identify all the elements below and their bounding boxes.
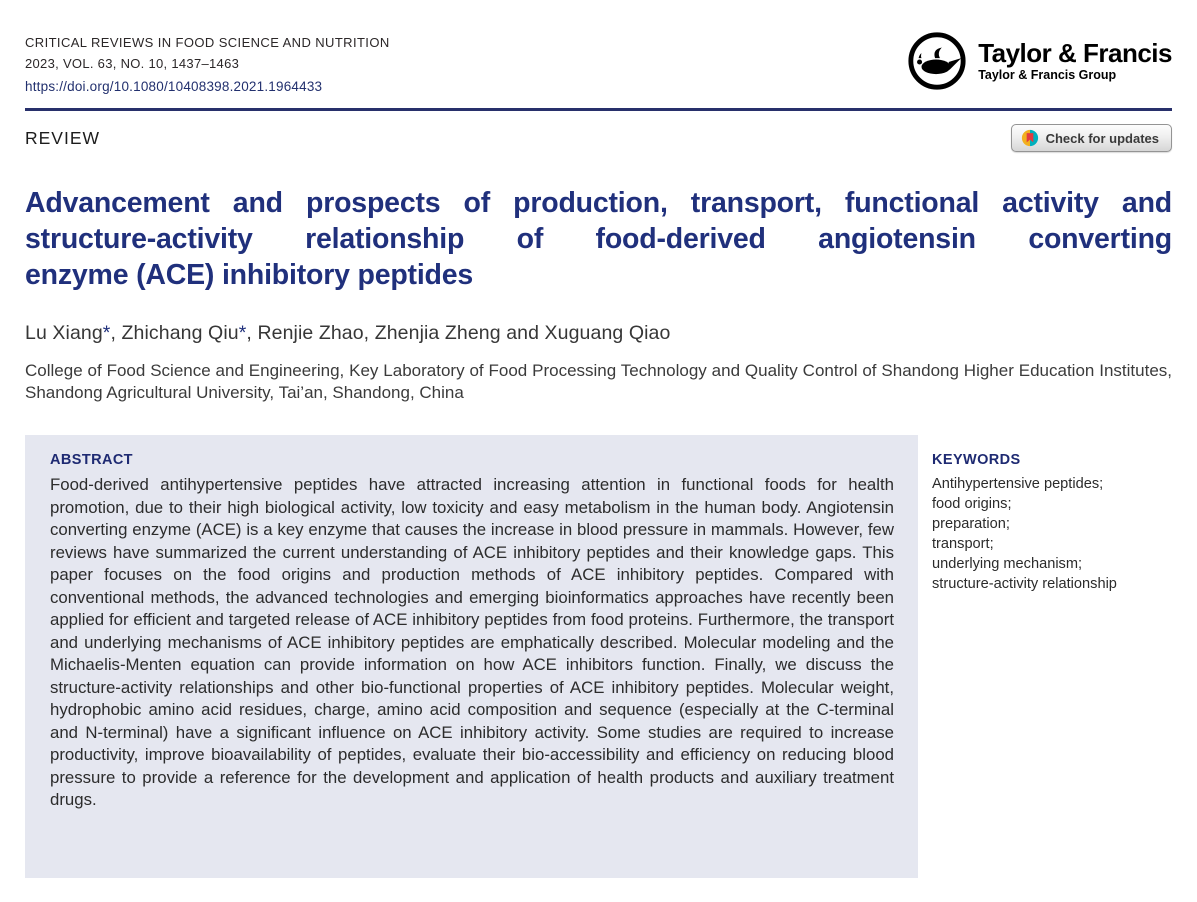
- abstract-keywords-row: [25, 435, 1172, 878]
- taylor-francis-lamp-icon: [906, 30, 968, 92]
- keywords-heading: KEYWORDS: [932, 452, 1021, 468]
- header-divider: [25, 108, 1172, 111]
- abstract-box: [25, 435, 918, 878]
- article-title-line: enzyme (ACE) inhibitory peptides: [25, 259, 474, 291]
- abstract-text: Food-derived antihypertensive peptides have attracted increasing attention in functional foods for health promotion, due to their high biological activity, low toxicity and easy metabolism in the human body. Angiotensin converting enzyme (ACE) is a key enzyme that causes the increase in blood pressure in mammals. However, few reviews have summarized the current understanding of ACE inhibitory peptides and their knowledge gaps. This paper focuses on the food origins and production methods of ACE inhibitory peptides. Compared with conventional methods, the advanced technologies and emerging bioinformatics approaches have recently been applied for efficient and targeted release of ACE inhibitory peptides from food proteins. Furthermore, the transport and underlying mechanisms of ACE inhibitory peptides are emphatically described. Molecular modeling and the Michaelis-Menten equation can provide information on how ACE inhibitors function. Finally, we discuss the structure-activity relationships and other bio-functional properties of ACE inhibitory peptides. Molecular weight, hydrophobic amino acid residues, charge, amino acid composition and sequence (especially at the C-terminal and N-terminal) have a significant influence on ACE inhibitory activity. Some studies are required to increase productivity, improve bioavailability of peptides, evaluate their bio-accessibility and efficiency on reducing blood pressure to provide a reference for the development and application of health products and auxiliary treatment drugs.: [50, 475, 894, 809]
- keywords-list: [932, 474, 1172, 594]
- keyword-item: Antihypertensive peptides;: [932, 476, 1104, 492]
- abstract-heading: ABSTRACT: [50, 452, 133, 468]
- page-header: [25, 33, 1172, 97]
- check-for-updates-label: Check for updates: [1045, 130, 1159, 146]
- article-title-line: structure-activity relationship of food-derived angiotensin converting: [25, 223, 1172, 255]
- article-title-line: Advancement and prospects of production, transport, functional activity and: [25, 187, 1172, 219]
- article-type-row: [25, 124, 1172, 152]
- author-name: , Zhichang Qiu*: [110, 322, 247, 344]
- author-footnote-mark: *: [238, 322, 247, 344]
- keywords-section: [932, 435, 1172, 594]
- author-name: Lu Xiang*: [25, 322, 111, 344]
- doi-link[interactable]: https://doi.org/10.1080/10408398.2021.1964433: [25, 79, 323, 94]
- publisher-group: Taylor & Francis Group: [978, 68, 1117, 82]
- journal-info: [25, 33, 390, 97]
- keyword-item: underlying mechanism;: [932, 556, 1083, 572]
- journal-citation: 2023, VOL. 63, NO. 10, 1437–1463: [25, 56, 240, 71]
- journal-name: CRITICAL REVIEWS IN FOOD SCIENCE AND NUTRITION: [25, 35, 390, 50]
- crossmark-icon: [1021, 129, 1039, 147]
- publisher-logo: [906, 30, 1172, 92]
- article-title: [25, 185, 1172, 293]
- keyword-item: structure-activity relationship: [932, 576, 1117, 592]
- publisher-name: Taylor & Francis: [978, 38, 1172, 68]
- authors-line: [25, 322, 1172, 345]
- author-name: , Renjie Zhao, Zhenjia Zheng and Xuguang Qiao: [246, 322, 671, 344]
- keyword-item: preparation;: [932, 516, 1010, 532]
- keyword-item: transport;: [932, 536, 994, 552]
- check-for-updates-button[interactable]: [1011, 124, 1172, 152]
- article-type-label: REVIEW: [25, 127, 101, 148]
- affiliation: College of Food Science and Engineering, Key Laboratory of Food Processing Technology and Quality Control of Shandong Higher Education Institutes, Shandong Agricultural University, Tai’an, Shandong, China: [25, 361, 1172, 402]
- author-footnote-mark: *: [102, 322, 111, 344]
- keyword-item: food origins;: [932, 496, 1012, 512]
- publisher-text: [978, 40, 1172, 82]
